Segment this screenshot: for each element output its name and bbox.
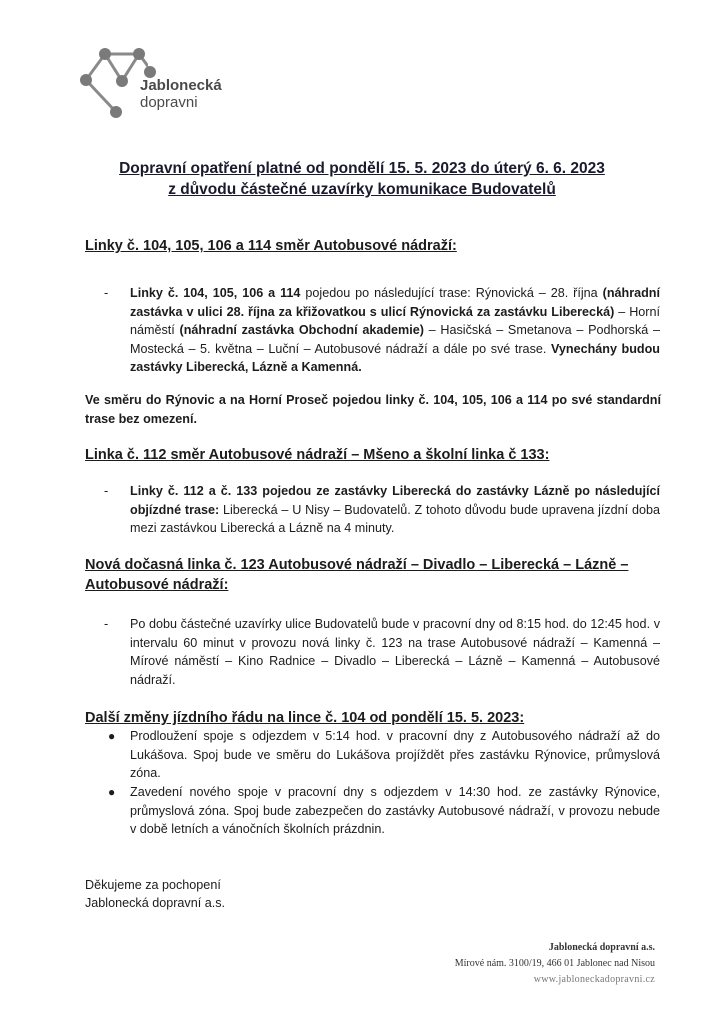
text: – Hasičská – Smetanova – Podhorská – Mostecká – 5. května – Luční – Autobusové nádraží a dále po své trase.: [130, 323, 661, 356]
text: Po dobu částečné uzavírky ulice Budovatelů bude v pracovní dny od 8:15 hod. do 12:45 hod. v intervalu 60 minut v provozu nová linky č. 123 na trase Autobusové nádraží – Kamenná – Mírové náměstí – Kino Radnice – Divadlo – Liberecká – Lázně – Kamenná – Autobusové nádraží.: [130, 617, 660, 687]
bullet-dot: ●: [108, 729, 116, 743]
section1-note: Ve směru do Rýnovic a na Horní Proseč pojedou linky č. 104, 105, 106 a 114 po své standardní trase bez omezení.: [85, 393, 661, 426]
section2-bullet: [130, 482, 660, 538]
section3-bullet: [130, 615, 660, 689]
section2-heading: Linka č. 112 směr Autobusové nádraží – Mšeno a školní linka č 133:: [85, 447, 550, 463]
document-title-line1: Dopravní opatření platné od pondělí 15. 5. 2023 do úterý 6. 6. 2023: [119, 160, 605, 177]
section1-heading: Linky č. 104, 105, 106 a 114 směr Autobusové nádraží:: [85, 238, 457, 254]
bold-text: Linky č. 112 a č. 133 pojedou ze zastávky Liberecká do zastávky Lázně po následující objízdné trase:: [130, 484, 660, 517]
footer-website[interactable]: www.jabloneckadopravni.cz: [533, 974, 655, 985]
bold-text: (náhradní zastávka Obchodní akademie): [179, 323, 424, 338]
closing-thanks: Děkujeme za pochopení: [85, 878, 221, 892]
document-title-line2: z důvodu částečné uzavírky komunikace Budovatelů: [168, 181, 556, 198]
text: pojedou po následující trase: Rýnovická – 28. října: [300, 286, 603, 300]
footer-address: Mírové nám. 3100/19, 466 01 Jablonec nad Nisou: [454, 958, 655, 969]
logo-mark: [78, 38, 148, 118]
text: – Horní náměstí: [130, 304, 660, 338]
bold-text: Linky č. 104, 105, 106 a 114: [130, 286, 301, 300]
section1-bullet: [130, 284, 660, 377]
section4-item: Prodloužení spoje s odjezdem v 5:14 hod. v pracovní dny z Autobusového nádraží až do Lukášova. Spoj bude ve směru do Lukášova projíždět přes zastávku Rýnovice, průmyslová zóna.: [130, 729, 660, 781]
bold-text: (náhradní zastávka v ulici 28. října za křižovatkou s ulicí Rýnovická za zastávku Liberecká): [130, 286, 660, 319]
footer-company: Jablonecká dopravní a.s.: [548, 942, 655, 953]
dash-bullet: -: [104, 286, 109, 300]
section3-heading: Nová dočasná linka č. 123 Autobusové nádraží – Divadlo – Liberecká – Lázně – Autobusové nádraží:: [85, 557, 629, 593]
bullet-dot: ●: [108, 785, 116, 799]
closing-signature: Jablonecká dopravní a.s.: [85, 896, 226, 910]
logo-subname: dopravni: [140, 94, 198, 111]
text: Liberecká – U Nisy – Budovatelů. Z tohoto důvodu bude upravena jízdní doba mezi zastávkou Liberecká a Lázně na 4 minuty.: [130, 502, 661, 536]
dash-bullet: -: [104, 617, 109, 631]
footer: [455, 940, 655, 988]
bold-text: Vynechány budou zastávky Liberecká, Lázně a Kamenná.: [130, 341, 660, 375]
dash-bullet: -: [104, 484, 109, 498]
section4-heading: Další změny jízdního řádu na lince č. 104 od pondělí 15. 5. 2023:: [85, 710, 525, 726]
section4-item: Zavedení nového spoje v pracovní dny s odjezdem v 14:30 hod. ze zastávky Rýnovice, průmyslová zóna. Spoj bude zabezpečen do zastávky Autobusové nádraží, v provozu nebude v době letních a vánočních školních prázdnin.: [130, 785, 660, 837]
logo-name: Jablonecká: [140, 77, 222, 94]
